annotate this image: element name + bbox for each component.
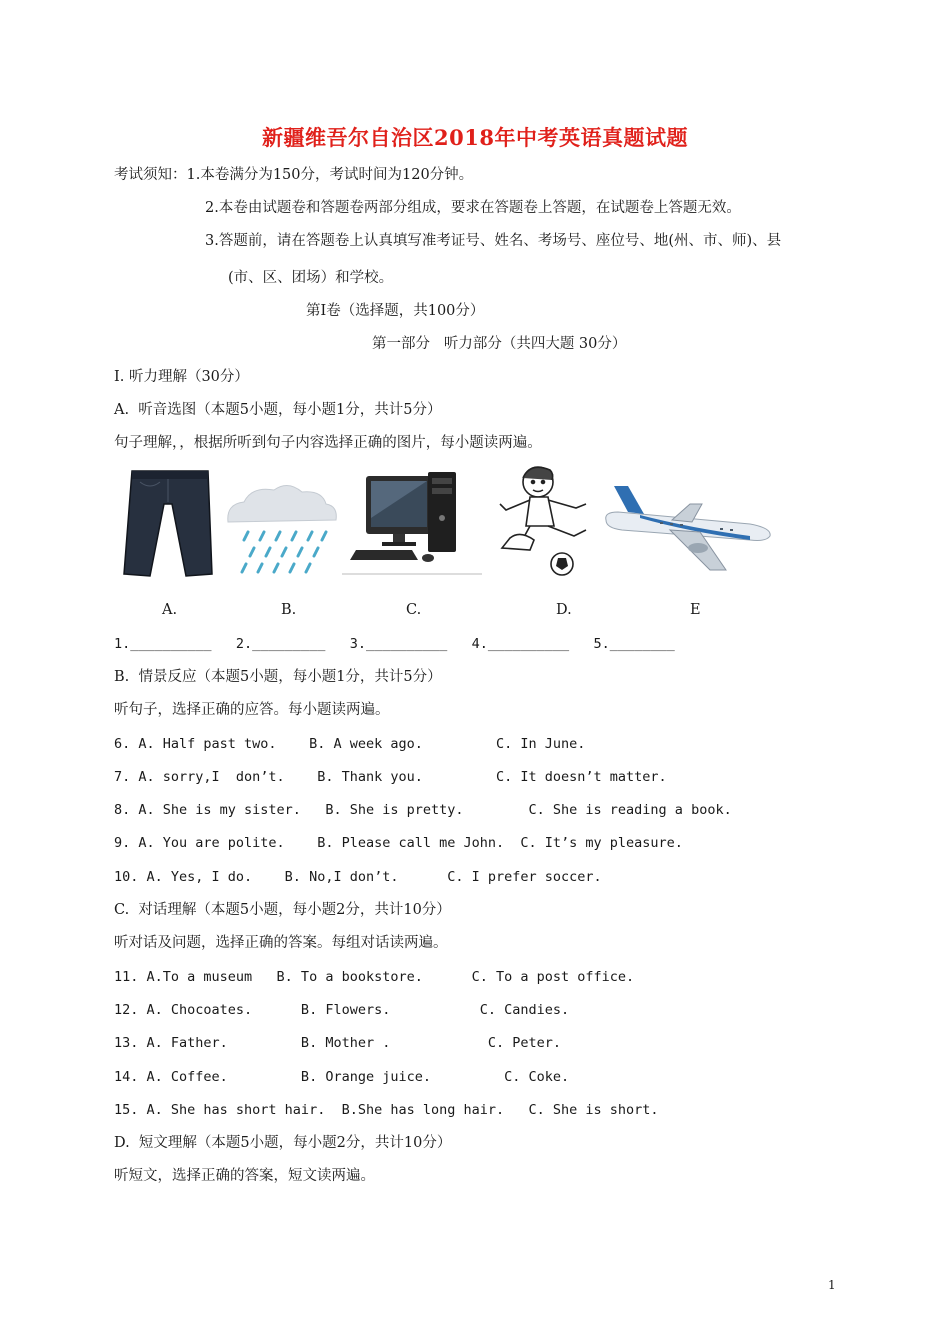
secD-instruction: 听短文，选择正确的答案，短文读两遍。 [114, 1168, 375, 1184]
page-number: 1 [828, 1278, 836, 1292]
question-14: 14. A. Coffee. B. Orange juice. C. Coke. [114, 1069, 570, 1085]
section1-heading: Ⅰ. 听力理解（30分） [114, 369, 249, 385]
question-6: 6. A. Half past two. B. A week ago. C. In June. [114, 736, 586, 752]
image-label-e: E [690, 602, 701, 618]
trousers-icon [120, 468, 216, 578]
image-label-c: C. [406, 602, 422, 618]
part1-heading: 第一部分 听力部分（共四大题 30分） [372, 336, 627, 352]
question-10: 10. A. Yes, I do. B. No,I don’t. C. I prefer soccer. [114, 869, 602, 885]
airplane-icon [600, 482, 776, 574]
question-9: 9. A. You are polite. B. Please call me John. C. It’s my pleasure. [114, 835, 683, 851]
image-label-d: D. [556, 602, 572, 618]
page-title: 新疆维吾尔自治区2018年中考英语真题试题 [262, 125, 688, 150]
notice-line-4: (市、区、团场）和学校。 [228, 270, 394, 286]
rain-cloud-icon [222, 482, 340, 578]
question-13: 13. A. Father. B. Mother . C. Peter. [114, 1035, 562, 1051]
secB-heading: B. 情景反应（本题5小题，每小题1分，共计5分） [114, 669, 442, 685]
question-7: 7. A. sorry,I don’t. B. Thank you. C. It doesn’t matter. [114, 769, 667, 785]
secA-instruction: 句子理解，，根据所听到句子内容选择正确的图片，每小题读两遍。 [114, 435, 542, 451]
question-8: 8. A. She is my sister. B. She is pretty. C. She is reading a book. [114, 802, 732, 818]
question-11: 11. A.To a museum B. To a bookstore. C. To a post office. [114, 969, 635, 985]
boy-football-icon [490, 460, 602, 578]
secA-heading: A. 听音选图（本题5小题，每小题1分，共计5分） [114, 402, 442, 418]
notice-line-1: 考试须知：1.本卷满分为150分，考试时间为120分钟。 [114, 167, 474, 183]
secD-heading: D. 短文理解（本题5小题，每小题2分，共计10分） [114, 1135, 452, 1151]
notice-line-2: 2.本卷由试题卷和答题卷两部分组成，要求在答题卷上答题，在试题卷上答题无效。 [205, 200, 741, 216]
secC-heading: C. 对话理解（本题5小题，每小题2分，共计10分） [114, 902, 451, 918]
image-label-a: A. [162, 602, 178, 618]
computer-icon [342, 468, 482, 578]
secC-instruction: 听对话及问题，选择正确的答案。每组对话读两遍。 [114, 935, 448, 951]
volume-heading: 第I卷（选择题，共100分） [306, 303, 485, 319]
image-label-b: B. [281, 602, 297, 618]
question-12: 12. A. Chocoates. B. Flowers. C. Candies. [114, 1002, 570, 1018]
notice-line-3: 3.答题前，请在答题卷上认真填写准考证号、姓名、考场号、座位号、地(州、市、师)、县 [205, 233, 782, 249]
question-15: 15. A. She has short hair. B.She has long hair. C. She is short. [114, 1102, 659, 1118]
secB-instruction: 听句子，选择正确的应答。每小题读两遍。 [114, 702, 390, 718]
answer-blanks: 1.__________ 2._________ 3.__________ 4.__________ 5.________ [114, 636, 675, 652]
